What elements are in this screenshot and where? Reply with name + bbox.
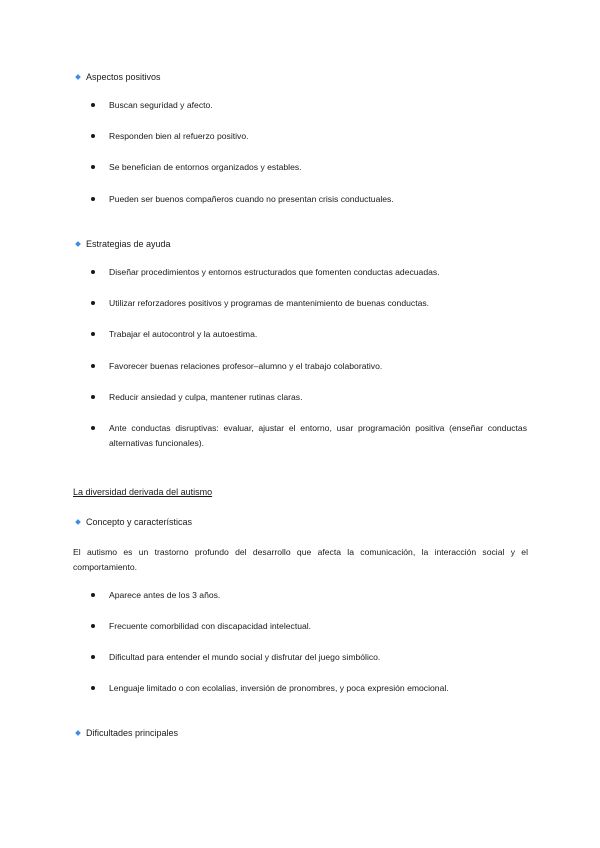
list-item-text: Favorecer buenas relaciones profesor–alumno y el trabajo colaborativo.	[109, 361, 383, 371]
list-item	[91, 129, 527, 144]
list-item-text: Reducir ansiedad y culpa, mantener rutinas claras.	[109, 392, 303, 402]
bullet-icon	[91, 395, 95, 399]
paragraph: El autismo es un trastorno profundo del desarrollo que afecta la comunicación, la interacción social y el comportamiento.	[73, 547, 528, 572]
section-title: La diversidad derivada del autismo	[73, 487, 213, 497]
list-item-text: Pueden ser buenos compañeros cuando no presentan crisis conductuales.	[109, 194, 394, 204]
list-item-text: Se benefician de entornos organizados y estables.	[109, 162, 302, 172]
list-item	[91, 390, 527, 405]
heading-text: Estrategias de ayuda	[86, 239, 171, 249]
bullet-icon	[91, 426, 95, 430]
list-item	[91, 327, 527, 342]
bullet-icon	[91, 301, 95, 305]
diamond-bullet-icon	[75, 241, 81, 247]
diamond-bullet-icon	[75, 730, 81, 736]
bullet-icon	[91, 332, 95, 336]
bullet-icon	[91, 134, 95, 138]
heading-text: Concepto y características	[86, 517, 193, 527]
list-item	[91, 160, 527, 175]
bullet-icon	[91, 593, 95, 597]
list-item-text: Aparece antes de los 3 años.	[109, 590, 221, 600]
heading-aspectos-positivos	[76, 71, 161, 83]
heading-estrategias-de-ayuda	[76, 238, 171, 250]
list-item-text: Lenguaje limitado o con ecolalias, inversión de pronombres, y poca expresión emocional.	[109, 683, 449, 693]
list-item-text: Responden bien al refuerzo positivo.	[109, 131, 249, 141]
list-item-text: Dificultad para entender el mundo social y disfrutar del juego simbólico.	[109, 652, 381, 662]
bullet-icon	[91, 103, 95, 107]
list-item-text: Buscan seguridad y afecto.	[109, 100, 213, 110]
diamond-bullet-icon	[75, 74, 81, 80]
heading-concepto-y-caracteristicas	[76, 516, 192, 528]
list-item	[91, 619, 527, 634]
bullet-icon	[91, 655, 95, 659]
bullet-icon	[91, 165, 95, 169]
bullet-icon	[91, 270, 95, 274]
heading-text: Aspectos positivos	[86, 72, 161, 82]
list-item-text: Ante conductas disruptivas: evaluar, ajustar el entorno, usar programación positiva (enseñar conductas alternativas funcionales).	[109, 423, 527, 448]
list-item	[91, 588, 527, 603]
bullet-icon	[91, 364, 95, 368]
list-item-text: Utilizar reforzadores positivos y programas de mantenimiento de buenas conductas.	[109, 298, 430, 308]
list-item	[91, 650, 527, 665]
list-item-text: Diseñar procedimientos y entornos estructurados que fomenten conductas adecuadas.	[109, 267, 440, 277]
bullet-icon	[91, 197, 95, 201]
diamond-bullet-icon	[75, 519, 81, 525]
heading-text: Dificultades principales	[86, 728, 179, 738]
list-item	[91, 681, 527, 696]
list-item	[91, 192, 527, 207]
list-item-text: Trabajar el autocontrol y la autoestima.	[109, 329, 258, 339]
list-item	[91, 98, 527, 113]
list-item-text: Frecuente comorbilidad con discapacidad intelectual.	[109, 621, 312, 631]
heading-dificultades-principales	[76, 727, 178, 739]
list-item	[91, 265, 527, 280]
bullet-icon	[91, 686, 95, 690]
list-item	[91, 421, 527, 451]
list-item	[91, 359, 527, 374]
list-item	[91, 296, 527, 311]
bullet-icon	[91, 624, 95, 628]
